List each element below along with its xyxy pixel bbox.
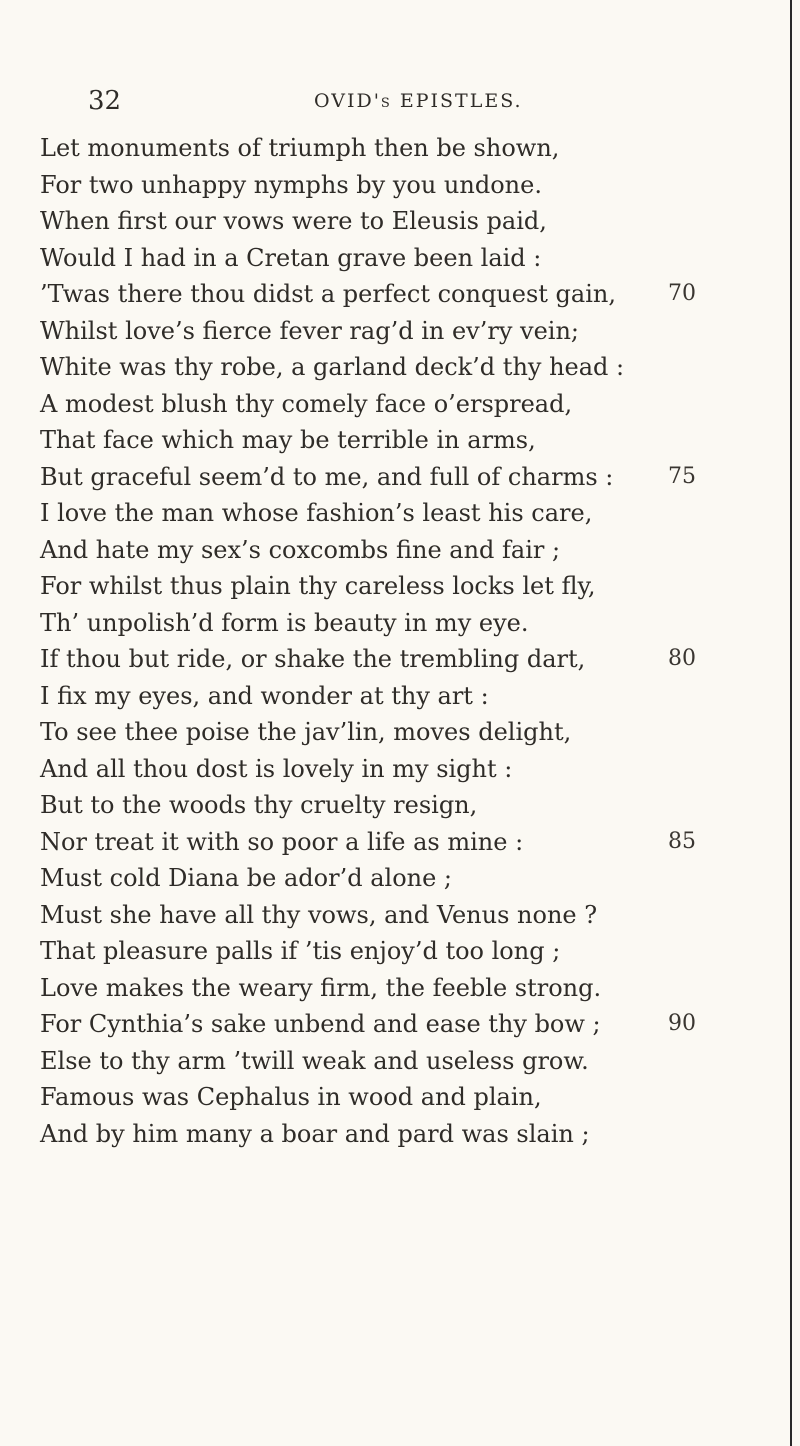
verse-line — [40, 897, 780, 934]
verse-text: And hate my sex’s coxcombs fine and fair ; — [40, 535, 561, 564]
verse-line — [40, 641, 780, 678]
verse-line — [40, 1116, 780, 1153]
line-number: 80 — [668, 646, 696, 671]
verse-line — [40, 349, 780, 386]
verse-line — [40, 386, 780, 423]
verse-line — [40, 568, 780, 605]
verse-line — [40, 1006, 780, 1043]
verse-line — [40, 240, 780, 277]
verse-line — [40, 714, 780, 751]
verse-line — [40, 495, 780, 532]
verse-line — [40, 751, 780, 788]
verse-text: A modest blush thy comely face o’erspread, — [40, 389, 573, 418]
verse-text: Whilst love’s fierce fever rag’d in ev’ry vein; — [40, 316, 579, 345]
verse-text: For two unhappy nymphs by you undone. — [40, 170, 542, 199]
verse-line — [40, 459, 780, 496]
verse-line — [40, 933, 780, 970]
page-header — [88, 86, 608, 122]
page-number: 32 — [88, 86, 122, 116]
verse-line — [40, 824, 780, 861]
verse-text: Must she have all thy vows, and Venus none ? — [40, 900, 598, 929]
verse-text: And by him many a boar and pard was slain ; — [40, 1119, 590, 1148]
verse-text: Else to thy arm ’twill weak and useless grow. — [40, 1046, 589, 1075]
verse-text: But graceful seem’d to me, and full of charms : — [40, 462, 614, 491]
verse-line — [40, 605, 780, 642]
verse-text: For whilst thus plain thy careless locks let fly, — [40, 572, 596, 600]
verse-line — [40, 276, 780, 313]
verse-text: Let monuments of triumph then be shown, — [40, 134, 560, 162]
line-number: 70 — [668, 281, 696, 306]
verse-line — [40, 1079, 780, 1116]
verse-line — [40, 787, 780, 824]
verse-text: For Cynthia’s sake unbend and ease thy bow ; — [40, 1010, 601, 1038]
verse-line — [40, 313, 780, 350]
verse-line — [40, 678, 780, 715]
verse-text: Would I had in a Cretan grave been laid : — [40, 243, 542, 272]
running-head: OVID's EPISTLES. — [314, 90, 523, 112]
poem-body — [40, 130, 780, 1152]
verse-line — [40, 532, 780, 569]
verse-text: I love the man whose fashion’s least his care, — [40, 499, 593, 527]
line-number: 85 — [668, 828, 696, 854]
verse-line — [40, 422, 780, 459]
line-number: 75 — [668, 463, 696, 489]
verse-text: Must cold Diana be ador’d alone ; — [40, 864, 453, 892]
verse-text: Famous was Cephalus in wood and plain, — [40, 1083, 542, 1111]
verse-text: White was thy robe, a garland deck’d thy head : — [40, 353, 625, 381]
verse-text: ’Twas there thou didst a perfect conquest gain, — [40, 280, 616, 308]
verse-text: I fix my eyes, and wonder at thy art : — [40, 681, 489, 710]
verse-text: And all thou dost is lovely in my sight : — [40, 754, 513, 783]
verse-line — [40, 167, 780, 204]
verse-text: Nor treat it with so poor a life as mine : — [40, 827, 524, 856]
verse-text: If thou but ride, or shake the trembling dart, — [40, 645, 586, 673]
line-number: 90 — [668, 1011, 696, 1036]
verse-text: Love makes the weary firm, the feeble strong. — [40, 973, 602, 1002]
verse-line — [40, 970, 780, 1007]
page-edge-rule — [790, 0, 792, 1446]
verse-line — [40, 1043, 780, 1080]
verse-line — [40, 203, 780, 240]
verse-text: That face which may be terrible in arms, — [40, 426, 536, 454]
verse-text: That pleasure palls if ’tis enjoy’d too long ; — [40, 937, 561, 965]
verse-text: But to the woods thy cruelty resign, — [40, 791, 478, 819]
verse-line — [40, 130, 780, 167]
verse-text: To see thee poise the jav’lin, moves delight, — [40, 718, 572, 746]
verse-text: Th’ unpolish’d form is beauty in my eye. — [40, 608, 529, 637]
verse-text: When first our vows were to Eleusis paid, — [40, 207, 547, 235]
verse-line — [40, 860, 780, 897]
